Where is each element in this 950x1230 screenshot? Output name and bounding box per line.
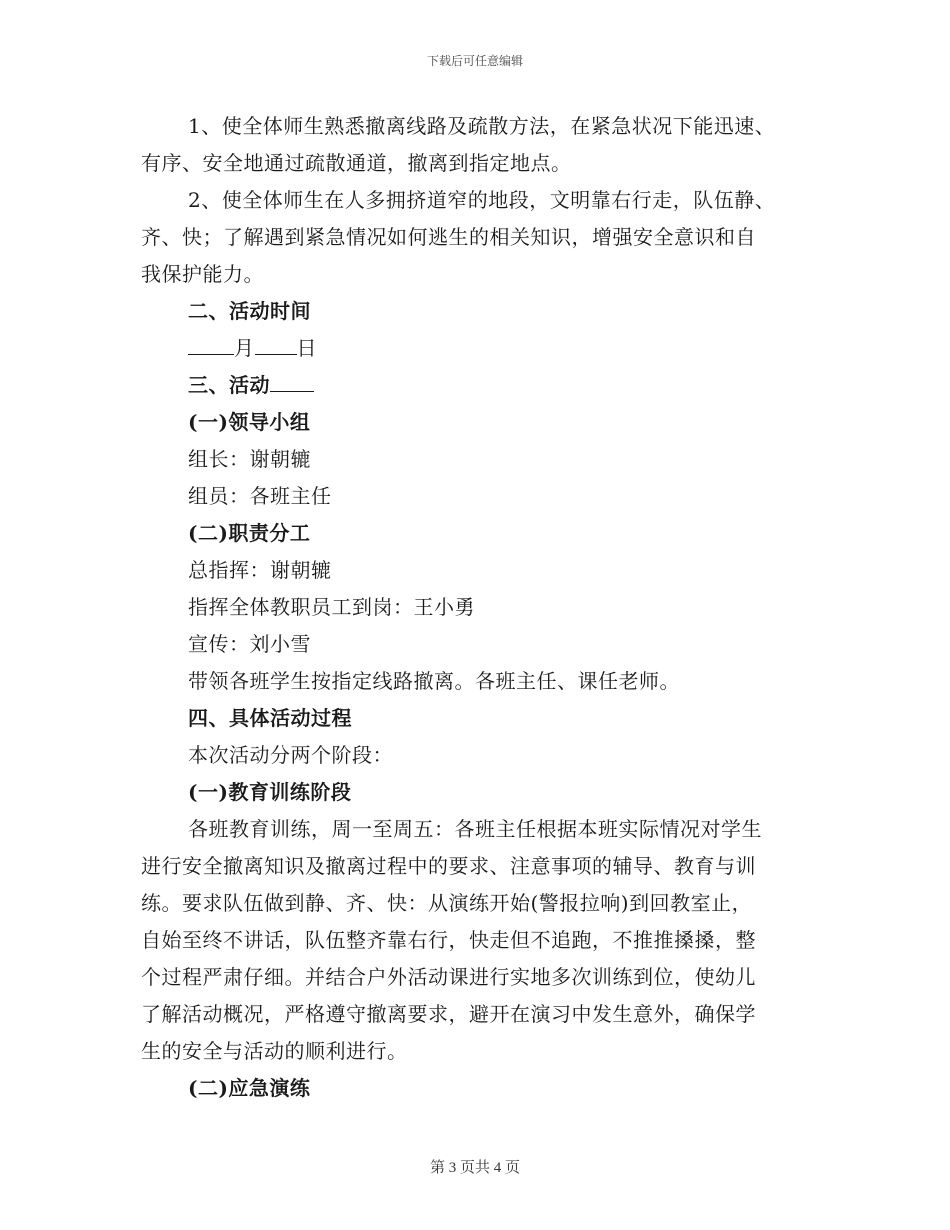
paragraph-line: 个过程严肃仔细。并结合户外活动课进行实地多次训练到位，使幼儿 — [141, 965, 756, 989]
document-body — [141, 108, 809, 1107]
paragraph-line: 了解活动概况，严格遵守撤离要求，避开在演习中发生意外，确保学 — [141, 1002, 756, 1026]
subsection-heading: (二)应急演练 — [188, 1076, 311, 1100]
leader-line: 组长：谢朝辘 — [188, 447, 311, 471]
subsection-heading: (一)教育训练阶段 — [188, 780, 352, 804]
paragraph-line: 练。要求队伍做到静、齐、快：从演练开始(警报拉响)到回教室止， — [141, 891, 753, 915]
lead-line: 带领各班学生按指定线路撤离。各班主任、课任老师。 — [188, 669, 680, 693]
paragraph-line: 有序、安全地通过疏散通道，撤离到指定地点。 — [141, 151, 572, 175]
paragraph-line: 自始至终不讲话，队伍整齐靠右行，快走但不追跑，不推推搡搡，整 — [141, 928, 756, 952]
subsection-heading: (一)领导小组 — [188, 410, 311, 434]
day-blank — [255, 330, 297, 355]
section-heading-time: 二、活动时间 — [188, 299, 311, 323]
paragraph-line: 1、使全体师生熟悉撤离线路及疏散方法，在紧急状况下能迅速、 — [188, 114, 776, 138]
paragraph-line: 齐、快；了解遇到紧急情况如何逃生的相关知识，增强安全意识和自 — [141, 225, 756, 249]
paragraph-line: 生的安全与活动的顺利进行。 — [141, 1039, 408, 1063]
paragraph-line: 进行安全撤离知识及撤离过程中的要求、注意事项的辅导、教育与训 — [141, 854, 756, 878]
day-label: 日 — [296, 336, 317, 360]
paragraph-line: 我保护能力。 — [141, 262, 264, 286]
paragraph-line: 2、使全体师生在人多拥挤道窄的地段，文明靠右行走，队伍静、 — [188, 188, 776, 212]
publicity-line: 宣传：刘小雪 — [188, 632, 311, 656]
commander-line: 总指挥：谢朝辘 — [188, 558, 332, 582]
month-label: 月 — [234, 336, 255, 360]
staff-line: 指挥全体教职员工到岗：王小勇 — [188, 595, 475, 619]
date-line — [141, 330, 809, 367]
page-header: 下载后可任意编辑 — [426, 54, 523, 68]
activity-blank — [270, 367, 314, 392]
section-heading-process: 四、具体活动过程 — [188, 706, 352, 730]
page-footer: 第 3 页共 4 页 — [429, 1160, 520, 1176]
phases-line: 本次活动分两个阶段： — [188, 743, 393, 767]
heading-text: 三、活动 — [188, 373, 270, 397]
members-line: 组员：各班主任 — [188, 484, 332, 508]
section-heading-activity — [141, 367, 809, 404]
paragraph-line: 各班教育训练，周一至周五：各班主任根据本班实际情况对学生 — [188, 817, 762, 841]
subsection-heading: (二)职责分工 — [188, 521, 311, 545]
month-blank — [188, 330, 234, 355]
